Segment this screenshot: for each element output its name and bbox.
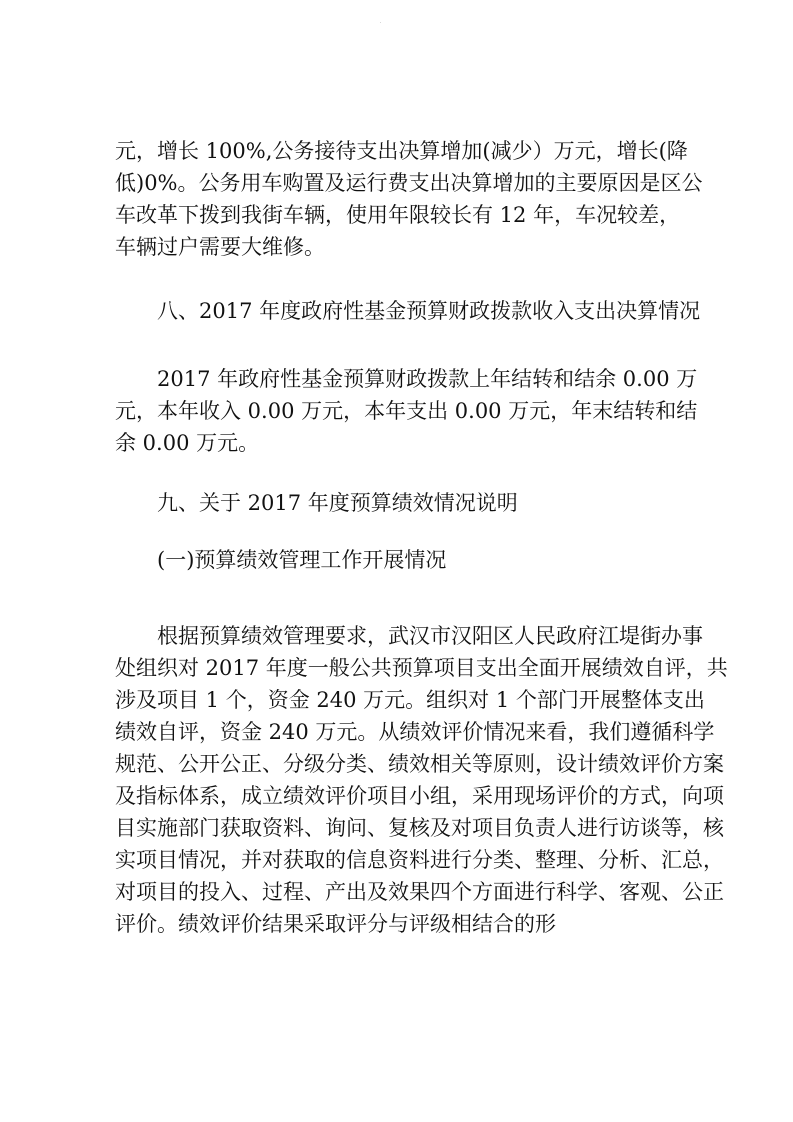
subsection-heading-1 [115, 544, 680, 576]
paragraph-vehicle-expense [115, 135, 703, 263]
paragraph-line: 根据预算绩效管理要求，武汉市汉阳区人民政府江堤街办事 [157, 624, 703, 648]
section-heading-9 [115, 487, 680, 519]
paragraph-government-fund [115, 363, 698, 459]
paragraph-line: 元，本年收入 0.00 万元，本年支出 0.00 万元，年末结转和结 [115, 399, 698, 423]
section-heading-text: 九、关于 2017 年度预算绩效情况说明 [157, 491, 518, 515]
paragraph-line: 及指标体系，成立绩效评价项目小组，采用现场评价的方式，向项 [115, 784, 724, 808]
paragraph-line: 涉及项目 1 个，资金 240 万元。组织对 1 个部门开展整体支出 [115, 688, 705, 712]
section-heading-text: 八、2017 年度政府性基金预算财政拨款收入支出决算情况 [157, 299, 701, 323]
paragraph-line: 车辆过户需要大维修。 [115, 235, 325, 259]
paragraph-line: 对项目的投入、过程、产出及效果四个方面进行科学、客观、公正 [115, 880, 724, 904]
page-top-mark [380, 22, 381, 23]
paragraph-line: 低)0%。公务用车购置及运行费支出决算增加的主要原因是区公 [115, 171, 703, 195]
paragraph-line: 余 0.00 万元。 [115, 431, 260, 455]
paragraph-line: 规范、公开公正、分级分类、绩效相关等原则，设计绩效评价方案 [115, 752, 724, 776]
paragraph-line: 车改革下拨到我街车辆，使用年限较长有 12 年，车况较差， [115, 203, 681, 227]
paragraph-line: 实项目情况，并对获取的信息资料进行分类、整理、分析、汇总， [115, 848, 724, 872]
subsection-heading-text: (一)预算绩效管理工作开展情况 [157, 548, 447, 572]
paragraph-performance-evaluation [115, 620, 728, 940]
paragraph-line: 2017 年政府性基金预算财政拨款上年结转和结余 0.00 万 [157, 367, 698, 391]
paragraph-line: 处组织对 2017 年度一般公共预算项目支出全面开展绩效自评，共 [115, 656, 728, 680]
paragraph-line: 目实施部门获取资料、询问、复核及对项目负责人进行访谈等，核 [115, 816, 724, 840]
paragraph-line: 绩效自评，资金 240 万元。从绩效评价情况来看，我们遵循科学 [115, 720, 715, 744]
section-heading-8 [115, 295, 701, 327]
paragraph-line: 评价。绩效评价结果采取评分与评级相结合的形 [115, 912, 556, 936]
paragraph-line: 元，增长 100%,公务接待支出决算增加(减少）万元，增长(降 [115, 139, 688, 163]
